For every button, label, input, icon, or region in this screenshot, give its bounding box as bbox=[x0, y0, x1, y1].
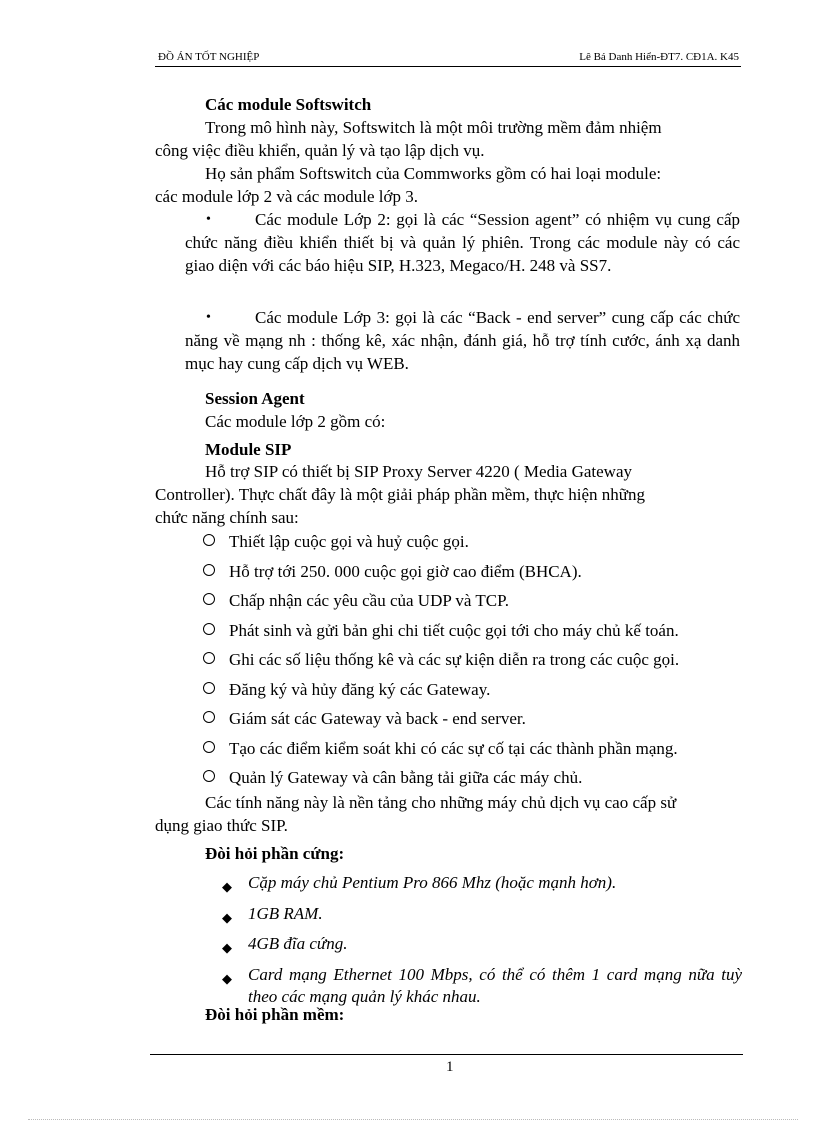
paragraph-line: dụng giao thức SIP. bbox=[155, 816, 288, 835]
page-bottom-border bbox=[28, 1119, 798, 1120]
bullet-icon: • bbox=[206, 212, 211, 227]
function-list-item bbox=[203, 649, 763, 679]
function-list-item bbox=[203, 531, 763, 561]
hardware-list-item bbox=[222, 964, 742, 1008]
circle-bullet-icon bbox=[203, 564, 215, 576]
paragraph-line: công việc điều khiển, quản lý và tạo lập dịch vụ. bbox=[155, 141, 485, 160]
function-text: Ghi các số liệu thống kê và các sự kiện diễn ra trong các cuộc gọi. bbox=[229, 650, 680, 669]
bullet-paragraph: Các module Lớp 2: gọi là các “Session agent” có nhiệm vụ cung cấp chức năng điều khiển thiết bị và quản lý phiên. Trong các module này có các giao diện với các báo hiệu SIP, H.323, Megaco/H. 248 và SS7. bbox=[185, 210, 740, 275]
hardware-list-item bbox=[222, 933, 742, 955]
paragraph-line: Họ sản phẩm Softswitch của Commworks gồm có hai loại module: bbox=[205, 164, 662, 183]
paragraph-line: chức năng chính sau: bbox=[155, 508, 299, 527]
circle-bullet-icon bbox=[203, 593, 215, 605]
paragraph-line: Các module lớp 2 gồm có: bbox=[205, 412, 386, 431]
function-text: Phát sinh và gửi bản ghi chi tiết cuộc gọi tới cho máy chủ kế toán. bbox=[229, 620, 679, 640]
function-list-item bbox=[203, 738, 763, 768]
circle-bullet-icon bbox=[203, 623, 215, 635]
circle-bullet-icon bbox=[203, 711, 215, 723]
section-title-software: Đòi hỏi phần mềm: bbox=[205, 1005, 345, 1024]
header-right: Lê Bá Danh Hiển-ĐT7. CĐ1A. K45 bbox=[579, 51, 739, 63]
paragraph-line: Controller). Thực chất đây là một giải pháp phần mềm, thực hiện những bbox=[155, 485, 645, 504]
diamond-bullet-icon: ◆ bbox=[222, 940, 232, 955]
section-title-module-sip: Module SIP bbox=[205, 440, 292, 459]
paragraph-line: các module lớp 2 và các module lớp 3. bbox=[155, 187, 418, 206]
hardware-text: 4GB đĩa cứng. bbox=[248, 934, 348, 953]
footer-divider bbox=[150, 1054, 743, 1055]
function-text: Hỗ trợ tới 250. 000 cuộc gọi giờ cao điểm (BHCA). bbox=[229, 561, 582, 581]
paragraph-line: Hỗ trợ SIP có thiết bị SIP Proxy Server 4220 ( Media Gateway bbox=[205, 462, 633, 481]
paragraph-line: Các tính năng này là nền tảng cho những máy chủ dịch vụ cao cấp sử bbox=[205, 793, 677, 812]
function-list bbox=[203, 531, 763, 797]
section-title-session-agent: Session Agent bbox=[205, 389, 305, 408]
page-number: 1 bbox=[446, 1059, 454, 1075]
hardware-text: Card mạng Ethernet 100 Mbps, có thể có thêm 1 card mạng nữa tuỳ theo các mạng quản lý khác nhau. bbox=[248, 965, 742, 1006]
function-text: Giám sát các Gateway và back - end server. bbox=[229, 709, 526, 728]
circle-bullet-icon bbox=[203, 534, 215, 546]
function-list-item bbox=[203, 679, 763, 709]
paragraph-line: Trong mô hình này, Softswitch là một môi trường mềm đảm nhiệm bbox=[205, 118, 662, 137]
diamond-bullet-icon: ◆ bbox=[222, 910, 232, 925]
function-list-item bbox=[203, 590, 763, 620]
diamond-bullet-icon: ◆ bbox=[222, 971, 232, 986]
header-left: ĐỒ ÁN TỐT NGHIỆP bbox=[158, 51, 260, 63]
hardware-text: 1GB RAM. bbox=[248, 904, 323, 923]
hardware-list-item bbox=[222, 903, 742, 925]
diamond-bullet-icon: ◆ bbox=[222, 879, 232, 894]
function-list-item bbox=[203, 620, 763, 650]
circle-bullet-icon bbox=[203, 682, 215, 694]
bullet-icon: • bbox=[206, 310, 211, 325]
function-text: Thiết lập cuộc gọi và huỷ cuộc gọi. bbox=[229, 532, 469, 551]
function-text: Chấp nhận các yêu cầu của UDP và TCP. bbox=[229, 591, 509, 610]
page-header bbox=[155, 50, 741, 67]
bullet-paragraph: Các module Lớp 3: gọi là các “Back - end server” cung cấp các chức năng về mạng nh : thống kê, xác nhận, đánh giá, hỗ trợ tính cước, ánh xạ danh mục hay cung cấp dịch vụ WEB. bbox=[185, 308, 740, 373]
hardware-list-item bbox=[222, 872, 742, 894]
section-title-hardware: Đòi hỏi phần cứng: bbox=[205, 844, 345, 863]
circle-bullet-icon bbox=[203, 741, 215, 753]
circle-bullet-icon bbox=[203, 770, 215, 782]
hardware-text: Cặp máy chủ Pentium Pro 866 Mhz (hoặc mạnh hơn). bbox=[248, 873, 617, 892]
function-text: Đăng ký và hủy đăng ký các Gateway. bbox=[229, 679, 491, 699]
function-list-item bbox=[203, 561, 763, 591]
section-title-softswitch: Các module Softswitch bbox=[205, 95, 372, 114]
circle-bullet-icon bbox=[203, 652, 215, 664]
function-list-item bbox=[203, 708, 763, 738]
function-text: Quản lý Gateway và cân bằng tải giữa các máy chủ. bbox=[229, 768, 583, 787]
function-text: Tạo các điểm kiểm soát khi có các sự cố tại các thành phần mạng. bbox=[229, 738, 678, 758]
